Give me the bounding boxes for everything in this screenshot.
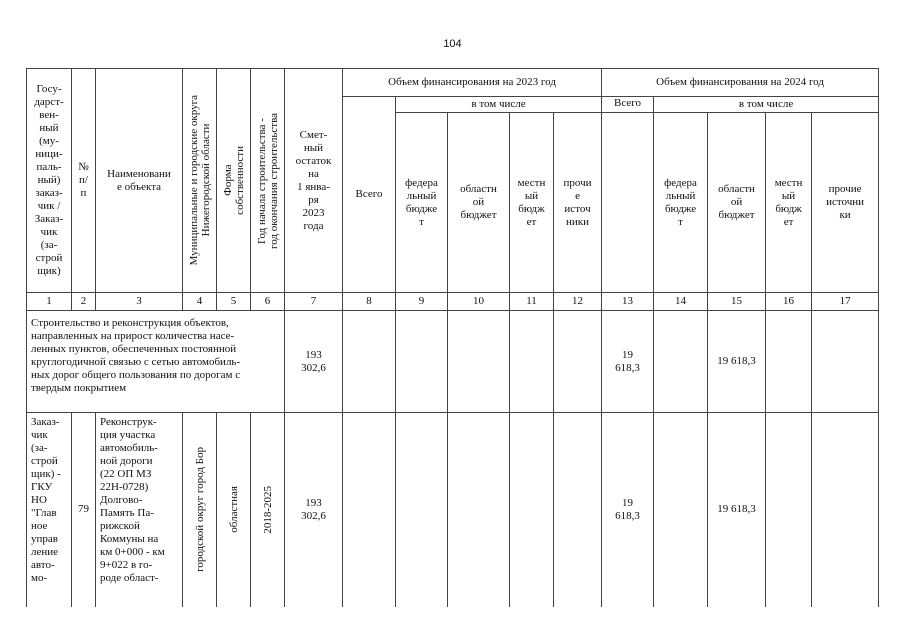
row-estimate-balance: 193 302,6 [285,413,343,607]
header-total-2024-blank [602,113,654,293]
header-ownership: Форма собственности [217,69,251,293]
section-cell [396,311,448,413]
column-number: 6 [251,293,285,311]
column-number: 5 [217,293,251,311]
row-regional-2024: 19 618,3 [708,413,766,607]
row-cell [654,413,708,607]
row-cell [448,413,510,607]
row-municipality: городской округ город Бор [183,413,217,607]
header-municipality: Муниципальные и городские округа Нижегородской области [183,69,217,293]
header-other-2023: прочи е источ ники [554,113,602,293]
row-cell [554,413,602,607]
header-including-2023: в том числе [396,97,602,113]
section-cell [654,311,708,413]
header-regional-2023: областн ой бюджет [448,113,510,293]
column-number: 17 [812,293,879,311]
header-years: Год начала строительства - год окончания строительства [251,69,285,293]
row-cell [396,413,448,607]
row-total-2024: 19 618,3 [602,413,654,607]
row-object-name: Реконструк- ция участка автомобиль- ной дороги (22 ОП МЗ 22Н-0728) Долгово- Память Па- рижской Коммуны на км 0+000 - км 9+022 в го- роде област- [96,413,183,607]
header-including-2024: в том числе [654,97,879,113]
column-number: 10 [448,293,510,311]
column-number: 15 [708,293,766,311]
column-number: 2 [72,293,96,311]
header-estimate-balance: Смет- ный остаток на 1 янва- ря 2023 года [285,69,343,293]
header-financing-2023: Объем финансирования на 2023 год [343,69,602,97]
row-customer: Заказ- чик (за- строй щик) - ГКУ НО "Глав ное управ ление авто- мо- [27,413,72,607]
column-number: 14 [654,293,708,311]
column-number: 1 [27,293,72,311]
column-number-row [27,293,879,311]
column-number: 11 [510,293,554,311]
section-cell [554,311,602,413]
column-number: 12 [554,293,602,311]
section-estimate-balance: 193 302,6 [285,311,343,413]
row-cell [510,413,554,607]
page-number: 104 [443,38,462,50]
header-local-2024: местн ый бюдж ет [766,113,812,293]
row-cell [812,413,879,607]
column-number: 16 [766,293,812,311]
section-cell [812,311,879,413]
header-financing-2024: Объем финансирования на 2024 год [602,69,879,97]
header-federal-2024: федера льный бюдже т [654,113,708,293]
header-local-2023: местн ый бюдж ет [510,113,554,293]
column-number: 3 [96,293,183,311]
column-number: 9 [396,293,448,311]
row-cell [766,413,812,607]
row-ownership: областная [217,413,251,607]
header-other-2024: прочие источни ки [812,113,879,293]
header-federal-2023: федера льный бюдже т [396,113,448,293]
section-cell [448,311,510,413]
section-cell [766,311,812,413]
section-regional-2024: 19 618,3 [708,311,766,413]
row-cell [343,413,396,607]
header-number: № п/ п [72,69,96,293]
header-total-2024: Всего [602,97,654,113]
row-number: 79 [72,413,96,607]
column-number: 8 [343,293,396,311]
header-customer: Госу- дарст- вен- ный (му- ници- паль- ный) заказ- чик / Заказ- чик (за- строй щик) [27,69,72,293]
section-total-2024: 19 618,3 [602,311,654,413]
section-title: Строительство и реконструкция объектов, направленных на прирост количества насе- ленных пунктов, обеспеченных постоянной круглогодичной связью с сетью автомобиль- ных дорог общего пользования по дорогам с твердым покрытием [27,311,285,413]
header-object-name: Наименовани е объекта [96,69,183,293]
column-number: 7 [285,293,343,311]
row-years: 2018-2025 [251,413,285,607]
object-row [27,413,879,607]
section-cell [510,311,554,413]
header-total-2023: Всего [343,97,396,293]
financing-table [26,68,879,607]
column-number: 13 [602,293,654,311]
header-regional-2024: областн ой бюджет [708,113,766,293]
section-cell [343,311,396,413]
section-row [27,311,879,413]
column-number: 4 [183,293,217,311]
